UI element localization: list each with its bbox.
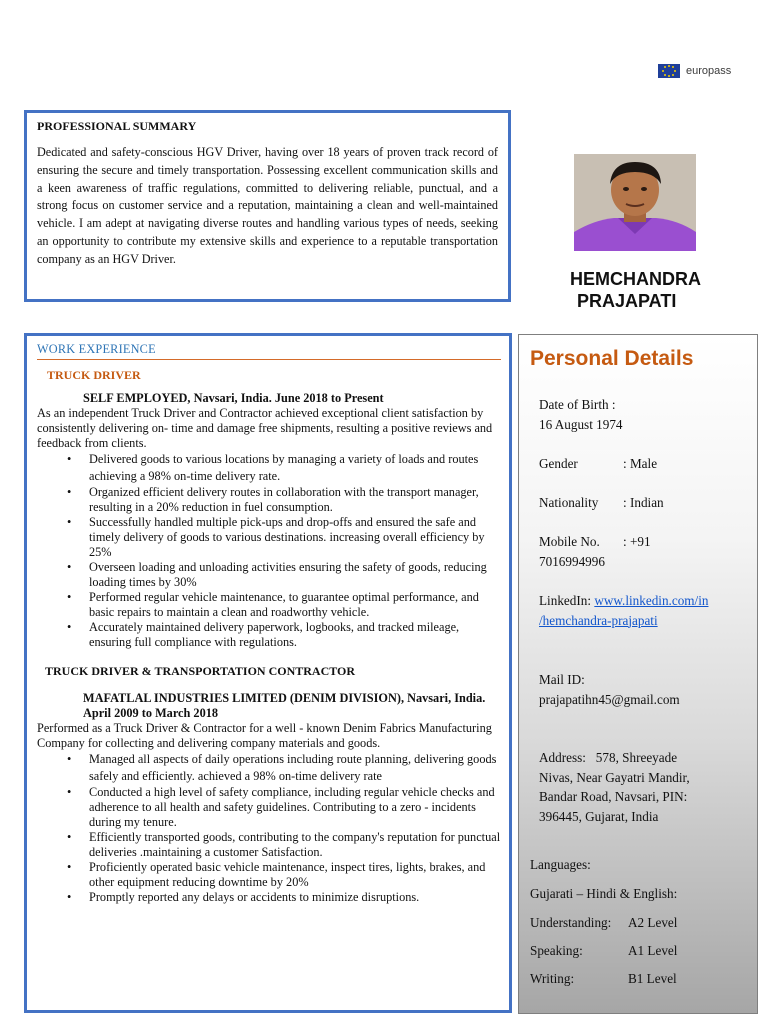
gender	[539, 454, 658, 474]
understanding-level	[530, 913, 750, 932]
date-of-birth	[539, 395, 623, 434]
mobile-label: Mobile No.	[539, 534, 600, 549]
list-item: • Efficiently transported goods, contributing to the company's reputation for punctual deliveries .maintaining a customer Satisfaction.	[67, 830, 501, 859]
nationality-value: : Indian	[623, 495, 664, 510]
address-line: 396445, Gujarat, India	[539, 808, 659, 824]
bullet-text: Accurately maintained delivery paperwork, logbooks, and tracked mileage, ensuring full compliance with regulations.	[89, 620, 460, 649]
list-item: • Accurately maintained delivery paperwork, logbooks, and tracked mileage, ensuring full compliance with regulations.	[67, 620, 460, 649]
bullet-text: Organized efficient delivery routes in collaboration with the transport manager, resulting in a 20% reduction in fuel consumption.	[89, 485, 479, 514]
list-item: • Conducted a high level of safety compliance, including regular vehicle checks and adherence to all health and safety guidelines. Contributing to a zero - incidents during my tenure.	[67, 785, 495, 829]
bullet-text: Performed regular vehicle maintenance, to guarantee optimal performance, and basic repairs to maintain a clean and roadworthy vehicle.	[89, 590, 479, 619]
gender-value: : Male	[623, 456, 658, 471]
job-description: As an independent Truck Driver and Contractor achieved exceptional client satisfaction by consistently delivering on- time and damage free shipments, resulting a positive reviews and feedback from clients.	[37, 406, 493, 450]
eu-flag-icon	[658, 64, 680, 78]
professional-summary-box	[24, 110, 511, 302]
list-item: • Proficiently operated basic vehicle maintenance, inspect tires, lights, brakes, and other equipment reducing downtime by 20%	[67, 860, 486, 889]
bullet-text: Managed all aspects of daily operations including route planning, delivering goods safely and efficiently. achieved a 98% on-time delivery rate	[89, 752, 497, 783]
europass-text: europass	[686, 65, 732, 77]
personal-details-heading: Personal Details	[530, 347, 694, 370]
speaking-level	[530, 941, 750, 960]
linkedin-link-continued[interactable]: /hemchandra-prajapati	[539, 612, 658, 628]
mobile-prefix: : +91	[623, 534, 651, 549]
mail-value: prajapatihn45@gmail.com	[539, 691, 680, 707]
mail	[539, 670, 680, 709]
address	[539, 748, 690, 826]
list-item: • Delivered goods to various locations by managing a variety of loads and routes achieving a 98% on-time delivery rate.	[67, 452, 479, 483]
mail-label: Mail ID:	[539, 672, 585, 687]
summary-text: Dedicated and safety-conscious HGV Driver, having over 18 years of proven track record of ensuring the secure and timely transportation. Possessing excellent communication skills and a keen awareness of traffic regulations, committed to delivering reliable, punctual, and a strong focus on customer service and a reputation, maintaining a clean and well-maintained vehicle. I am adept at navigating diverse routes and handling various types of needs, seeking an opportunity to contribute my extensive skills and experience to a reputable transportation company as an HGV Driver.	[37, 145, 498, 266]
job-bullet-list	[37, 451, 501, 650]
mobile-number: 7016994996	[539, 553, 605, 569]
bullet-text: Conducted a high level of safety compliance, including regular vehicle checks and adherence to all health and safety guidelines. Contributing to a zero - incidents during my tenure.	[89, 785, 495, 829]
linkedin	[539, 591, 708, 630]
list-item: • Successfully handled multiple pick-ups and drop-offs and ensured the safe and timely delivery of goods to various destinations. increasing overall efficiency by 25%	[67, 515, 485, 559]
nationality-label: Nationality	[539, 495, 599, 510]
summary-heading: PROFESSIONAL SUMMARY	[37, 119, 197, 133]
first-name: HEMCHANDRA	[570, 269, 701, 289]
mobile	[539, 532, 739, 571]
work-experience-heading: WORK EXPERIENCE	[37, 342, 501, 360]
candidate-name	[570, 268, 701, 312]
speaking-label: Speaking:	[530, 943, 583, 958]
languages-list: Gujarati – Hindi & English:	[530, 886, 678, 901]
job-description: Performed as a Truck Driver & Contractor for a well - known Denim Fabrics Manufacturing Company for collecting and delivering company materials and goods.	[37, 721, 492, 750]
gender-label: Gender	[539, 456, 578, 471]
nationality	[539, 493, 664, 513]
job-bullet-list	[37, 751, 501, 905]
address-label: Address:	[539, 750, 586, 765]
last-name: PRAJAPATI	[577, 291, 677, 311]
list-item: • Organized efficient delivery routes in collaboration with the transport manager, resulting in a 20% reduction in fuel consumption.	[67, 485, 479, 514]
work-experience-box	[24, 333, 512, 1013]
job-title: TRUCK DRIVER & TRANSPORTATION CONTRACTOR	[45, 664, 356, 678]
understanding-value: A2 Level	[628, 915, 678, 930]
linkedin-label: LinkedIn:	[539, 593, 592, 608]
list-item: • Promptly reported any delays or accidents to minimize disruptions.	[67, 890, 420, 904]
writing-value: B1 Level	[628, 971, 677, 986]
languages-label: Languages:	[530, 857, 591, 872]
job-employer: SELF EMPLOYED, Navsari, India. June 2018 to Present	[83, 391, 384, 405]
job-employer	[83, 691, 501, 721]
linkedin-link[interactable]: www.linkedin.com/in	[594, 593, 709, 608]
writing-label: Writing:	[530, 971, 575, 986]
list-item: • Overseen loading and unloading activities ensuring the safety of goods, reducing loading times by 30%	[67, 560, 487, 589]
understanding-label: Understanding:	[530, 915, 612, 930]
list-item: • Managed all aspects of daily operations including route planning, delivering goods safely and efficiently. achieved a 98% on-time delivery rate	[67, 752, 497, 783]
address-line: 578, Shreeyade	[595, 750, 678, 765]
writing-level	[530, 969, 750, 988]
employment-dates: April 2009 to March 2018	[83, 706, 219, 720]
job-title: TRUCK DRIVER	[47, 368, 141, 382]
dob-label: Date of Birth :	[539, 397, 616, 412]
profile-photo	[574, 154, 696, 251]
speaking-value: A1 Level	[628, 943, 678, 958]
list-item: • Performed regular vehicle maintenance, to guarantee optimal performance, and basic repairs to maintain a clean and roadworthy vehicle.	[67, 590, 479, 619]
bullet-text: Delivered goods to various locations by managing a variety of loads and routes achieving a 98% on-time delivery rate.	[89, 452, 479, 483]
bullet-text: Efficiently transported goods, contributing to the company's reputation for punctual deliveries .maintaining a customer Satisfaction.	[89, 830, 501, 859]
bullet-text: Promptly reported any delays or accidents to minimize disruptions.	[89, 890, 420, 904]
personal-details-panel	[518, 334, 758, 1014]
europass-logo	[658, 64, 731, 78]
bullet-text: Successfully handled multiple pick-ups and drop-offs and ensured the safe and timely delivery of goods to various destinations. increasing overall efficiency by 25%	[89, 515, 485, 559]
dob-value: 16 August 1974	[539, 416, 623, 432]
bullet-text: Proficiently operated basic vehicle maintenance, inspect tires, lights, brakes, and other equipment reducing downtime by 20%	[89, 860, 486, 889]
address-line: Nivas, Near Gayatri Mandir,	[539, 769, 690, 785]
address-line: Bandar Road, Navsari, PIN:	[539, 789, 688, 804]
bullet-text: Overseen loading and unloading activities ensuring the safety of goods, reducing loading times by 30%	[89, 560, 487, 589]
employer-name: MAFATLAL INDUSTRIES LIMITED (DENIM DIVISION), Navsari, India.	[83, 691, 486, 705]
